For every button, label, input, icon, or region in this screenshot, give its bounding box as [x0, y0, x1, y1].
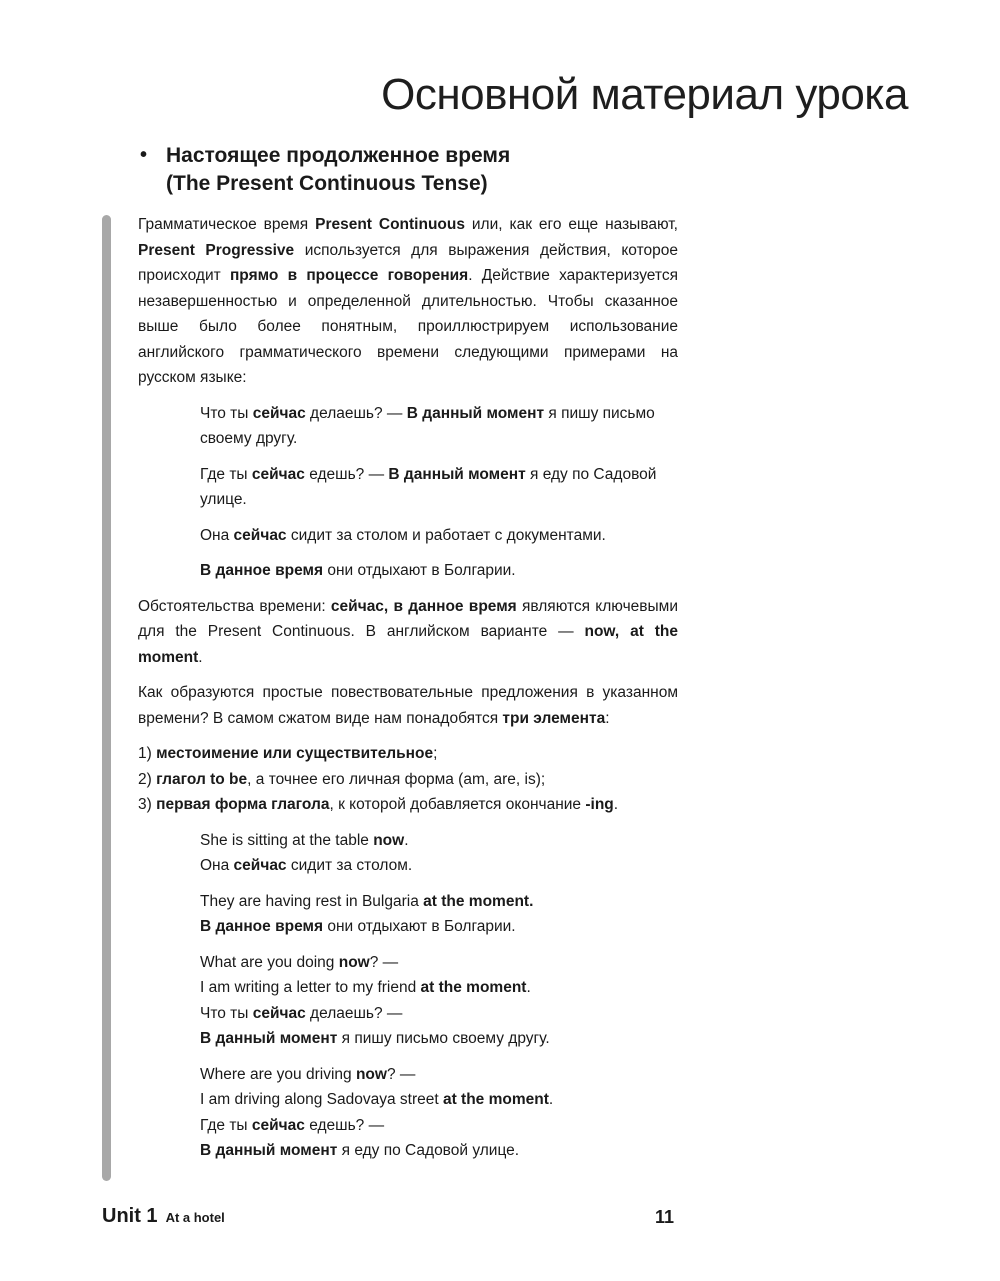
- ru-example: Где ты сейчас едешь? — В данный момент я еду по Садовой улице.: [200, 465, 657, 508]
- page-title: Основной материал урока: [381, 70, 908, 119]
- english-example-3: What are you doing now? — I am writing a letter to my friend at the moment. Что ты сейчас делаешь? — В данный момент я пишу письмо своему другу.: [200, 953, 550, 1047]
- english-example-1: She is sitting at the table now. Она сейчас сидит за столом.: [200, 831, 413, 874]
- formation-paragraph: Как образуются простые повествовательные предложения в указанном времени? В самом сжатом виде нам понадобятся три элемента:: [138, 684, 678, 727]
- section-title-line2: (The Present Continuous Tense): [166, 172, 488, 195]
- section-title-line1: Настоящее продолженное время: [166, 144, 511, 167]
- content-body: [138, 212, 678, 1174]
- unit-label: Unit 1: [102, 1205, 158, 1227]
- unit-subtitle: At a hotel: [165, 1210, 225, 1225]
- section-title: [166, 142, 510, 198]
- list-item: 3) первая форма глагола, к которой добавляется окончание -ing.: [138, 796, 619, 813]
- bullet-icon: •: [140, 144, 148, 166]
- section-heading: [140, 142, 740, 198]
- russian-examples: [200, 401, 678, 584]
- english-example-2: They are having rest in Bulgaria at the moment. В данное время они отдыхают в Болгарии.: [200, 892, 534, 935]
- list-item: 2) глагол to be, а точнее его личная форма (am, are, is);: [138, 770, 546, 788]
- circumstances-paragraph: Обстоятельства времени: сейчас, в данное время являются ключевыми для the Present Continuous. В английском варианте — now, at the moment.: [138, 597, 678, 666]
- english-example-4: Where are you driving now? — I am driving along Sadovaya street at the moment. Где ты сейчас едешь? — В данный момент я еду по Садовой улице.: [200, 1065, 554, 1159]
- sidebar-rule: [102, 215, 111, 1181]
- intro-paragraph: Грамматическое время Present Continuous или, как его еще называют, Present Progressive используется для выражения действия, которое происходит прямо в процессе говорения. Действие характеризуется незавершенностью и определенной длительностью. Чтобы сказанное выше было более понятным, проиллюстрируем использование английского грамматического времени следующими примерами на русском языке:: [138, 216, 678, 386]
- list-item: 1) местоимение или существительное;: [138, 745, 438, 762]
- footer-unit: [102, 1205, 225, 1228]
- ru-example: Что ты сейчас делаешь? — В данный момент я пишу письмо своему другу.: [200, 404, 655, 447]
- ru-example: Она сейчас сидит за столом и работает с документами.: [200, 526, 606, 544]
- elements-list: [138, 741, 678, 818]
- page-number: 11: [655, 1207, 675, 1227]
- ru-example: В данное время они отдыхают в Болгарии.: [200, 562, 516, 579]
